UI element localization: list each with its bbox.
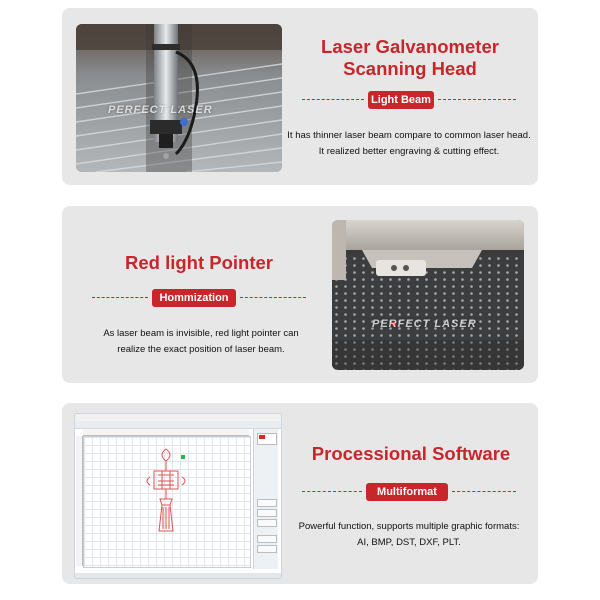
section-badge: Light Beam xyxy=(368,91,434,109)
badge-row xyxy=(92,289,306,307)
panel-button[interactable] xyxy=(257,499,277,507)
software-statusbar xyxy=(75,573,281,578)
software-side-panel xyxy=(253,429,278,569)
section-title: Processional Software xyxy=(311,443,511,464)
software-screenshot xyxy=(74,413,282,579)
software-canvas xyxy=(83,436,251,568)
section-title: Red light Pointer xyxy=(125,252,273,273)
red-pointer-photo xyxy=(332,220,524,370)
galvo-head-photo xyxy=(76,24,282,172)
badge-row xyxy=(302,483,516,501)
panel-button[interactable] xyxy=(257,535,277,543)
feature-card-red-pointer xyxy=(62,206,538,383)
panel-button[interactable] xyxy=(257,519,277,527)
dashed-divider-right xyxy=(452,491,516,492)
red-pointer-illustration xyxy=(332,220,524,370)
dashed-divider-left xyxy=(302,491,362,492)
photo-watermark: PERFECT LASER xyxy=(372,318,477,330)
layer-color-swatch xyxy=(259,435,265,439)
panel-button[interactable] xyxy=(257,545,277,553)
section-badge: Hommization xyxy=(152,289,236,307)
feature-card-galvo-head xyxy=(62,8,538,185)
dashed-divider-right xyxy=(438,99,516,100)
dashed-divider-left xyxy=(302,99,364,100)
software-toolbar xyxy=(75,421,281,429)
section-description: It has thinner laser beam compare to common laser head. It realized better engraving & cutting effect. xyxy=(287,130,531,157)
feature-card-software xyxy=(62,403,538,584)
dashed-divider-left xyxy=(92,297,148,298)
software-ruler-top xyxy=(83,429,249,436)
software-ruler-left xyxy=(76,436,83,566)
galvo-head-illustration xyxy=(76,24,282,172)
section-badge: Multiformat xyxy=(366,483,448,501)
dashed-divider-right xyxy=(240,297,306,298)
section-title: Laser Galvanometer Scanning Head xyxy=(321,36,499,79)
badge-row xyxy=(302,91,516,109)
photo-watermark: PERFECT LASER xyxy=(108,104,213,116)
section-description: As laser beam is invisible, red light pointer can realize the exact position of laser beam. xyxy=(103,328,299,355)
panel-button[interactable] xyxy=(257,509,277,517)
section-description: Powerful function, supports multiple graphic formats: AI, BMP, DST, DXF, PLT. xyxy=(298,521,520,548)
chinese-knot-drawing xyxy=(84,437,250,567)
